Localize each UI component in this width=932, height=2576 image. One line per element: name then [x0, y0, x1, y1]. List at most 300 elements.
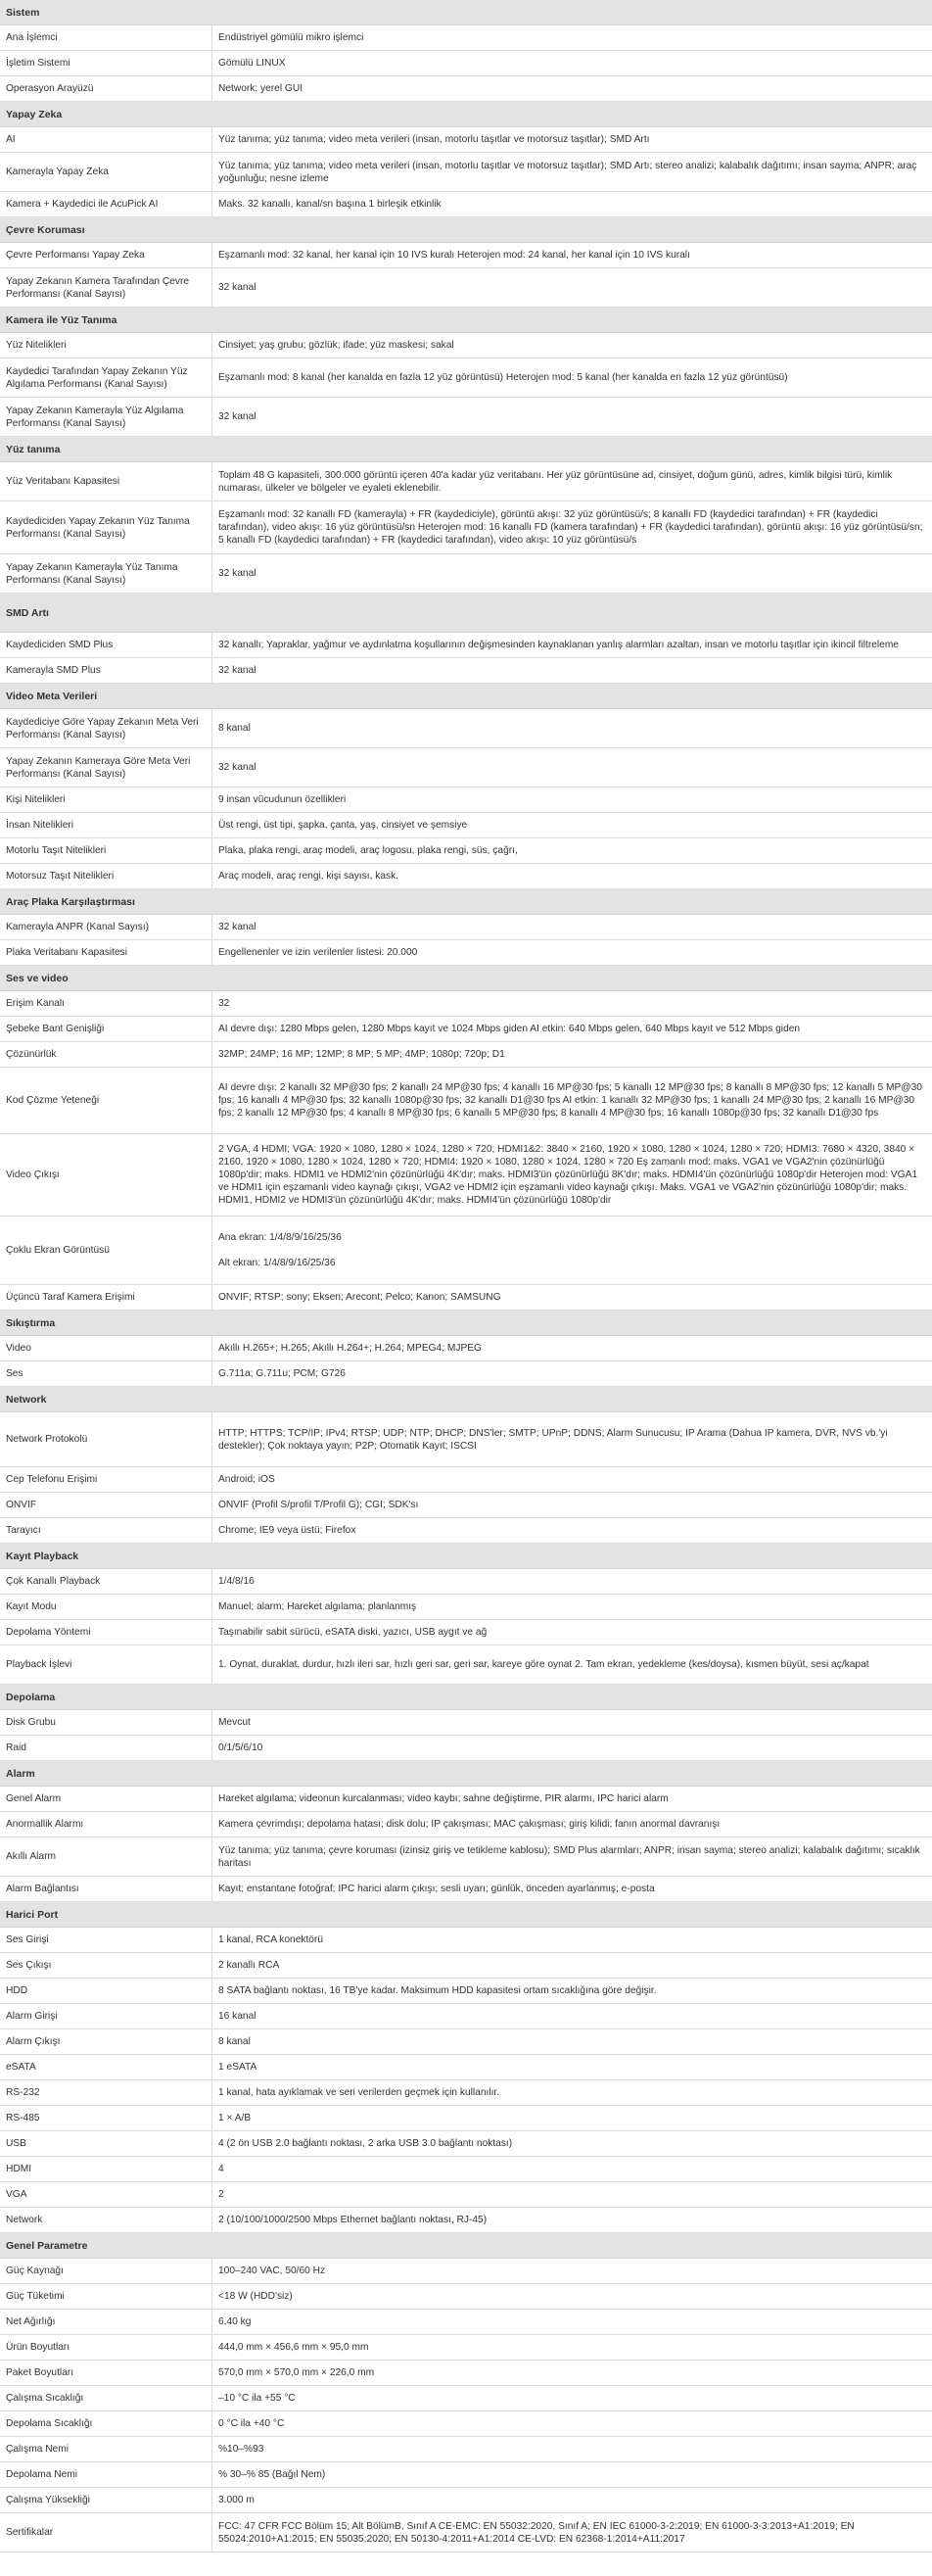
spec-value	[212, 243, 932, 267]
spec-row	[0, 1595, 932, 1620]
spec-value-text: <18 W (HDD'siz)	[218, 2291, 293, 2302]
spec-value-text: %10–%93	[218, 2444, 264, 2455]
spec-value-text: 1 kanal, RCA konektörü	[218, 1934, 324, 1945]
spec-value-text: 32 kanal	[218, 411, 256, 422]
section-header-sikistirma: Sıkıştırma	[0, 1311, 932, 1336]
spec-value-text: ONVIF (Profil S/profil T/Profil G); CGI; SDK'sı	[218, 1500, 419, 1510]
spec-label-text: Kaydediciden SMD Plus	[6, 640, 114, 650]
spec-row	[0, 1953, 932, 1979]
spec-value-text: 2 VGA, 4 HDMI; VGA: 1920 × 1080, 1280 × 1024, 1280 × 720; HDMI1&2: 3840 × 2160, 1920 × 1080, 1280 × 1024, 1280 × 720; HDMI3: 7680 × 4320, 3840 × 2160, 1920 × 1080, 1280 × 1024, 1280 × 720; HDMI4: 1920 × 1080, 1280 × 1024, 1280 × 720 Eş zamanlı mod: maks. VGA1 ve VGA2'nin çözünürlüğü 1080p'dir; maks. HDMI1 ve HDMI2'nin çözünürlüğü 4K'dır; maks. HDMI3'ün çözünürlüğü 8K'dır; maks. HDMI4'ün çözünürlüğü 1080p'dir Heterojen mod: VGA1 ve HDMI1 için eşzamanlı video kaynağı çıkışı, VGA2 ve HDMI2 için eşzamanlı video kaynağı çıkışı. Maks. VGA1 ve VGA2'nin çözünürlüğü 1080p'dir; maks. HDMI1, HDMI2 ve HDMI3'ün çözünürlüğü 4K'dır; maks. HDMI4'ün çözünürlüğü 1080p'dir	[218, 1144, 918, 1206]
spec-row	[0, 1646, 932, 1685]
spec-label-text: VGA	[6, 2189, 27, 2200]
spec-value	[212, 1736, 932, 1760]
spec-row	[0, 462, 932, 501]
spec-value-text: 570,0 mm × 570,0 mm × 226,0 mm	[218, 2367, 375, 2378]
spec-label-text: Depolama Nemi	[6, 2469, 78, 2480]
spec-label	[0, 2208, 212, 2232]
spec-value-text: Yüz tanıma; yüz tanıma; çevre koruması (izinsiz giriş ve tetikleme kablosu); SMD Plus alarmları; ANPR; insan sayma; stereo analizi; kalabalık dağıtımı; sıcaklık haritası	[218, 1844, 920, 1869]
spec-label	[0, 1134, 212, 1216]
spec-row	[0, 268, 932, 308]
spec-value	[212, 192, 932, 216]
section-header-arac-plaka-karsilastirmasi: Araç Plaka Karşılaştırması	[0, 889, 932, 915]
spec-label	[0, 1017, 212, 1041]
spec-row	[0, 1620, 932, 1646]
spec-row	[0, 2182, 932, 2208]
spec-row	[0, 2310, 932, 2335]
section-header-yuz-tanima: Yüz tanıma	[0, 437, 932, 462]
spec-label	[0, 709, 212, 747]
spec-row	[0, 991, 932, 1017]
spec-value	[212, 2386, 932, 2410]
section-header-kayit-playback: Kayıt Playback	[0, 1544, 932, 1569]
spec-label	[0, 1646, 212, 1684]
spec-row	[0, 1493, 932, 1518]
spec-label-text: Kaydediciden Yapay Zekanın Yüz Tanıma Performansı (Kanal Sayısı)	[6, 515, 190, 540]
spec-value-text: HTTP; HTTPS; TCP/IP; IPv4; RTSP; UDP; NTP; DHCP; DNS'ler; SMTP; UPnP; DDNS; Alarm Sunucusu; IP Arama (Dahua IP kamera, DVR, NVS vb.'yi destekler); Çok noktaya yayın; P2P; Otomatik Kayıt; ISCSI	[218, 1427, 888, 1452]
spec-value	[212, 2513, 932, 2552]
spec-label-text: Kamerayla Yapay Zeka	[6, 167, 109, 177]
spec-value-text: 2 kanallı RCA	[218, 1960, 280, 1971]
spec-value-text: FCC: 47 CFR FCC Bölüm 15; Alt BölümB, Sınıf A CE-EMC: EN 55032:2020, Sınıf A; EN IEC 61000-3-2:2019; EN 61000-3-3:2013+A1:2019; EN 55024:2010+A1:2015; EN 55035:2020; EN 50130-4:2011+A1:2014 CE-LVD: EN 62368-1:2014+A11:2017	[218, 2520, 855, 2545]
spec-label-text: Yapay Zekanın Kamerayla Yüz Algılama Performansı (Kanal Sayısı)	[6, 405, 184, 429]
spec-label	[0, 633, 212, 657]
spec-value	[212, 991, 932, 1016]
spec-label-text: Alarm Çıkışı	[6, 2036, 61, 2047]
spec-label	[0, 1979, 212, 2003]
spec-value	[212, 2131, 932, 2156]
spec-value	[212, 2411, 932, 2436]
spec-value-text: Engellenenler ve izin verilenler listesi: 20.000	[218, 947, 418, 958]
spec-value	[212, 864, 932, 888]
spec-label	[0, 1953, 212, 1978]
spec-value-text: 32 kanal	[218, 922, 256, 932]
spec-label	[0, 76, 212, 101]
spec-value-text: % 30–% 85 (Bağıl Nem)	[218, 2469, 326, 2480]
spec-row	[0, 127, 932, 153]
spec-row	[0, 1467, 932, 1493]
spec-value-text: 1. Oynat, duraklat, durdur, hızlı ileri sar, hızlı geri sar, geri sar, kareye göre oynat 2. Tam ekran, yedekleme (kes/doysa), kısmen büyüt, sesi aç/kapat	[218, 1659, 869, 1670]
spec-value-text: Yüz tanıma; yüz tanıma; video meta verileri (insan, motorlu taşıtlar ve motorsuz taşıtlar); SMD Artı; stereo analizi; kalabalık dağıtımı; insan sayma; ANPR; araç yoğunluğu; nesne izleme	[218, 160, 917, 184]
spec-row	[0, 1216, 932, 1285]
spec-label-text: Ses	[6, 1368, 23, 1379]
spec-label	[0, 1620, 212, 1645]
section-header-depolama: Depolama	[0, 1685, 932, 1710]
spec-label-text: Kod Çözme Yeteneği	[6, 1095, 100, 1106]
spec-label	[0, 1595, 212, 1619]
spec-label-text: Ses Çıkışı	[6, 1960, 52, 1971]
spec-label-text: Ürün Boyutları	[6, 2342, 70, 2353]
spec-row	[0, 2106, 932, 2131]
spec-label-text: Kamerayla SMD Plus	[6, 665, 101, 676]
spec-value	[212, 1787, 932, 1811]
spec-label-text: Güç Tüketimi	[6, 2291, 65, 2302]
spec-label	[0, 2488, 212, 2512]
spec-row	[0, 915, 932, 940]
spec-label	[0, 51, 212, 75]
spec-label	[0, 398, 212, 436]
spec-value	[212, 2310, 932, 2334]
spec-label	[0, 1042, 212, 1067]
spec-value	[212, 554, 932, 593]
spec-label	[0, 1336, 212, 1360]
spec-row	[0, 1412, 932, 1467]
spec-row	[0, 1837, 932, 1877]
spec-label	[0, 2513, 212, 2552]
spec-value	[212, 658, 932, 683]
spec-label	[0, 333, 212, 358]
spec-value-text: Araç modeli, araç rengi, kişi sayısı, kask.	[218, 871, 399, 882]
spec-row	[0, 1285, 932, 1311]
spec-value-text: Manuel; alarm; Hareket algılama; planlanmış	[218, 1601, 417, 1612]
spec-value	[212, 2029, 932, 2054]
spec-label	[0, 1467, 212, 1492]
spec-value	[212, 333, 932, 358]
spec-value	[212, 2259, 932, 2283]
section-header-kamera-ile-yuz-tanima: Kamera ile Yüz Tanıma	[0, 308, 932, 333]
spec-row	[0, 333, 932, 358]
spec-value-text: Cinsiyet; yaş grubu; gözlük; ifade; yüz maskesi; sakal	[218, 340, 454, 351]
spec-label-text: RS-232	[6, 2087, 40, 2098]
spec-label-text: Cep Telefonu Erişimi	[6, 1474, 98, 1485]
spec-row	[0, 2080, 932, 2106]
spec-label	[0, 1736, 212, 1760]
spec-value-text: Yüz tanıma; yüz tanıma; video meta verileri (insan, motorlu taşıtlar ve motorsuz taşıtlar); SMD Artı	[218, 134, 650, 145]
spec-label	[0, 2361, 212, 2385]
spec-value	[212, 358, 932, 397]
spec-label	[0, 153, 212, 191]
spec-label-text: Yüz Nitelikleri	[6, 340, 67, 351]
spec-row	[0, 2004, 932, 2029]
spec-label-text: Alarm Girişi	[6, 2011, 58, 2022]
spec-label-text: Video	[6, 1343, 31, 1354]
spec-label	[0, 501, 212, 553]
spec-value-text: Eşzamanlı mod: 32 kanal, her kanal için 10 IVS kuralı Heterojen mod: 24 kanal, her kanal için 10 IVS kuralı	[218, 250, 690, 261]
spec-value-text: Kamera çevrimdışı; depolama hatası; disk dolu; IP çakışması; MAC çakışması; giriş kilidi; fanın anormal davranışı	[218, 1819, 721, 1830]
spec-label	[0, 2259, 212, 2283]
spec-row	[0, 2131, 932, 2157]
spec-label-text: Plaka Veritabanı Kapasitesi	[6, 947, 128, 958]
spec-value	[212, 2106, 932, 2130]
spec-value-text: 6,40 kg	[218, 2316, 252, 2327]
spec-value-text: 444,0 mm × 456,6 mm × 95,0 mm	[218, 2342, 369, 2353]
spec-label-text: Motorlu Taşıt Nitelikleri	[6, 845, 107, 856]
spec-label-text: Disk Grubu	[6, 1717, 56, 1728]
spec-row	[0, 838, 932, 864]
spec-label-text: Sertifikalar	[6, 2527, 54, 2538]
spec-value-text: Eşzamanlı mod: 32 kanallı FD (kamerayla) + FR (kaydediciyle), görüntü akışı: 32 yüz görüntüsü/s; 8 kanallı FD (kaydedici tarafından) + FR (kaydedici tarafından), video akışı: 16 yüz görüntüsü/sn Heterojen mod: 16 kanallı FD (kamera tarafından) + FR (kaydedici tarafından), görüntü akışı: 16 yüz görüntüsü/sn; 5 kanallı FD (kaydedici tarafından) + FR (kaydedici tarafından), video akışı: 10 yüz görüntüsü/s	[218, 509, 923, 546]
spec-label-text: Yüz Veritabanı Kapasitesi	[6, 476, 120, 487]
spec-label	[0, 2284, 212, 2309]
spec-label-text: Çözünürlük	[6, 1049, 57, 1060]
spec-value-line: Alt ekran: 1/4/8/9/16/25/36	[218, 1258, 336, 1268]
spec-row	[0, 1518, 932, 1544]
spec-value-text: 2 (10/100/1000/2500 Mbps Ethernet bağlantı noktası, RJ-45)	[218, 2215, 488, 2225]
section-header-cevre-korumasi: Çevre Koruması	[0, 217, 932, 243]
spec-label-text: Tarayıcı	[6, 1525, 41, 1536]
spec-value	[212, 1216, 932, 1284]
spec-row	[0, 554, 932, 594]
spec-label	[0, 658, 212, 683]
spec-value-text: 32 kanal	[218, 568, 256, 579]
spec-label	[0, 1361, 212, 1386]
spec-label-text: Çalışma Sıcaklığı	[6, 2393, 84, 2404]
spec-value-text: Toplam 48 G kapasiteli, 300.000 görüntü içeren 40'a kadar yüz veritabanı. Her yüz görüntüsüne ad, cinsiyet, doğum günü, adres, kimlik bilgisi türü, kimlik numarası, ülkeler ve bölgeler ve eyaleti eklenebilir.	[218, 469, 893, 494]
spec-value	[212, 1620, 932, 1645]
spec-value-text: ONVIF; RTSP; sony; Eksen; Arecont; Pelco; Kanon; SAMSUNG	[218, 1292, 501, 1303]
spec-label	[0, 1068, 212, 1133]
spec-label	[0, 1812, 212, 1837]
spec-label-text: Motorsuz Taşıt Nitelikleri	[6, 871, 115, 882]
spec-label-text: Çok Kanallı Playback	[6, 1576, 101, 1587]
spec-value-text: Eşzamanlı mod: 8 kanal (her kanalda en fazla 12 yüz görüntüsü) Heterojen mod: 5 kanal (her kanalda en fazla 12 yüz görüntüsü)	[218, 372, 788, 383]
spec-label	[0, 991, 212, 1016]
section-header-genel-parametre: Genel Parametre	[0, 2233, 932, 2259]
spec-label-text: HDD	[6, 1985, 28, 1996]
spec-value	[212, 51, 932, 75]
spec-label	[0, 915, 212, 939]
spec-label	[0, 2029, 212, 2054]
spec-label-text: Yapay Zekanın Kamera Tarafından Çevre Performansı (Kanal Sayısı)	[6, 275, 190, 300]
spec-value	[212, 2284, 932, 2309]
spec-label	[0, 2310, 212, 2334]
spec-value-text: 32 kanallı; Yapraklar, yağmur ve aydınlatma koşullarının değişmesinden kaynaklanan yanlış alarmları azaltan, insan ve motorlu taşıtlar için ikincil filtreleme	[218, 640, 899, 650]
spec-label	[0, 1493, 212, 1517]
spec-label-text: Yapay Zekanın Kameraya Göre Meta Veri Performansı (Kanal Sayısı)	[6, 755, 191, 780]
spec-value-text: 2	[218, 2189, 224, 2200]
spec-value	[212, 813, 932, 837]
spec-value-text: Hareket algılama; videonun kurcalanması; video kaybı; sahne değiştirme, PIR alarmı, IPC harici alarm	[218, 1793, 669, 1804]
spec-value-text: 32	[218, 998, 230, 1009]
spec-label	[0, 838, 212, 863]
spec-label-text: Erişim Kanalı	[6, 998, 66, 1009]
spec-label	[0, 2411, 212, 2436]
spec-value-text: 8 kanal	[218, 723, 251, 734]
spec-label	[0, 2462, 212, 2487]
spec-value	[212, 2488, 932, 2512]
spec-row	[0, 192, 932, 217]
spec-label-text: Ses Girişi	[6, 1934, 49, 1945]
spec-value	[212, 1979, 932, 2003]
spec-row	[0, 2411, 932, 2437]
spec-value	[212, 25, 932, 50]
spec-row	[0, 2029, 932, 2055]
spec-value-text: 0 °C ila +40 °C	[218, 2418, 285, 2429]
spec-label	[0, 864, 212, 888]
spec-value-text: 32MP; 24MP; 16 MP; 12MP; 8 MP; 5 MP; 4MP; 1080p; 720p; D1	[218, 1049, 505, 1060]
spec-value	[212, 1042, 932, 1067]
spec-value-text: Plaka, plaka rengi, araç modeli, araç logosu, plaka rengi, süs, çağrı,	[218, 845, 518, 856]
spec-row	[0, 1068, 932, 1134]
section-header-ses-ve-video: Ses ve video	[0, 966, 932, 991]
spec-row	[0, 2157, 932, 2182]
spec-label	[0, 1285, 212, 1310]
spec-value	[212, 1412, 932, 1466]
spec-label-text: İnsan Nitelikleri	[6, 820, 74, 831]
spec-value-text: Akıllı H.265+; H.265; Akıllı H.264+; H.264; MPEG4; MJPEG	[218, 1343, 482, 1354]
spec-value-text: 4	[218, 2164, 224, 2174]
spec-value	[212, 1812, 932, 1837]
spec-row	[0, 2437, 932, 2462]
spec-label-text: Yapay Zekanın Kamerayla Yüz Tanıma Performansı (Kanal Sayısı)	[6, 561, 178, 586]
spec-row	[0, 2361, 932, 2386]
spec-value	[212, 2080, 932, 2105]
spec-label	[0, 1877, 212, 1901]
spec-label-text: RS-485	[6, 2113, 40, 2123]
spec-value	[212, 633, 932, 657]
spec-label	[0, 1412, 212, 1466]
spec-value	[212, 1569, 932, 1594]
spec-label	[0, 1216, 212, 1284]
spec-value	[212, 2437, 932, 2461]
spec-value-text: 16 kanal	[218, 2011, 256, 2022]
spec-row	[0, 1787, 932, 1812]
spec-value	[212, 787, 932, 812]
spec-label-text: Kaydedici Tarafından Yapay Zekanın Yüz Algılama Performansı (Kanal Sayısı)	[6, 365, 188, 390]
spec-value	[212, 127, 932, 152]
spec-value	[212, 838, 932, 863]
spec-value	[212, 1361, 932, 1386]
spec-label-text: AI	[6, 134, 16, 145]
spec-label-text: Üçüncü Taraf Kamera Erişimi	[6, 1292, 135, 1303]
spec-value	[212, 1017, 932, 1041]
spec-label-text: Güç Kaynağı	[6, 2266, 64, 2276]
spec-label-text: Kişi Nitelikleri	[6, 794, 66, 805]
spec-value-text: AI devre dışı: 2 kanallı 32 MP@30 fps; 2 kanallı 24 MP@30 fps; 4 kanallı 16 MP@30 fps; 5 kanallı 12 MP@30 fps; 8 kanallı 8 MP@30 fps; 12 kanallı 5 MP@30 fps; 16 kanallı 4 MP@30 fps; 32 kanallı 1080p@30 fps; 32 kanallı D1@30 fps AI etkin: 1 kanallı 32 MP@30 fps; 1 kanallı 24 MP@30 fps; 2 kanallı 16 MP@30 fps; 2 kanallı 12 MP@30 fps; 4 kanallı 8 MP@30 fps; 6 kanallı 5 MP@30 fps; 8 kanallı 4 MP@30 fps; 16 kanallı 1080p@30 fps; 32 kanallı D1@30 fps	[218, 1082, 922, 1119]
spec-value	[212, 1928, 932, 1952]
spec-value	[212, 1068, 932, 1133]
spec-row	[0, 1736, 932, 1761]
spec-row	[0, 1569, 932, 1595]
spec-label	[0, 813, 212, 837]
spec-label	[0, 192, 212, 216]
spec-value	[212, 2182, 932, 2207]
section-header-smd-arti: SMD Artı	[0, 594, 932, 633]
spec-label-text: Video Çıkışı	[6, 1169, 60, 1180]
spec-value	[212, 1595, 932, 1619]
spec-value	[212, 1646, 932, 1684]
spec-value-text: Android; iOS	[218, 1474, 275, 1485]
spec-label-text: Çalışma Nemi	[6, 2444, 69, 2455]
spec-value-text: 1 eSATA	[218, 2062, 257, 2073]
spec-label-text: Depolama Yöntemi	[6, 1627, 91, 1638]
spec-value	[212, 1493, 932, 1517]
spec-row	[0, 658, 932, 684]
spec-value-text: 32 kanal	[218, 762, 256, 773]
spec-row	[0, 153, 932, 192]
spec-label	[0, 243, 212, 267]
spec-row	[0, 864, 932, 889]
spec-row	[0, 2259, 932, 2284]
spec-row	[0, 358, 932, 398]
spec-row	[0, 2513, 932, 2552]
spec-row	[0, 748, 932, 787]
spec-value-text: AI devre dışı: 1280 Mbps gelen, 1280 Mbps kayıt ve 1024 Mbps giden AI etkin: 640 Mbps gelen, 640 Mbps kayıt ve 512 Mbps giden	[218, 1024, 801, 1034]
spec-value	[212, 1837, 932, 1876]
spec-label-text: Network	[6, 2215, 43, 2225]
spec-value-text: 4 (2 ön USB 2.0 bağlantı noktası, 2 arka USB 3.0 bağlantı noktası)	[218, 2138, 513, 2149]
spec-label-text: Paket Boyutları	[6, 2367, 74, 2378]
spec-value	[212, 1467, 932, 1492]
spec-value	[212, 748, 932, 787]
spec-row	[0, 501, 932, 554]
spec-label	[0, 2080, 212, 2105]
spec-row	[0, 787, 932, 813]
spec-label-text: HDMI	[6, 2164, 32, 2174]
spec-value	[212, 2157, 932, 2181]
spec-label-text: Şebeke Bant Genişliği	[6, 1024, 105, 1034]
spec-label-text: Operasyon Arayüzü	[6, 83, 94, 94]
spec-value-text: 9 insan vücudunun özellikleri	[218, 794, 347, 805]
spec-row	[0, 2335, 932, 2361]
spec-value-line: Ana ekran: 1/4/8/9/16/25/36	[218, 1232, 342, 1243]
spec-label-text: Çoklu Ekran Görüntüsü	[6, 1245, 110, 1256]
spec-value-text: 1/4/8/16	[218, 1576, 255, 1587]
spec-row	[0, 1042, 932, 1068]
spec-label-text: Anormallik Alarmı	[6, 1819, 84, 1830]
spec-value-text: Üst rengi, üst tipi, şapka, çanta, yaş, cinsiyet ve şemsiye	[218, 820, 468, 831]
spec-label-text: Çevre Performansı Yapay Zeka	[6, 250, 145, 261]
spec-label	[0, 2157, 212, 2181]
spec-value-text: 1 kanal, hata ayıklamak ve seri verilerden geçmek için kullanılır.	[218, 2087, 500, 2098]
spec-value-text: Endüstriyel gömülü mikro işlemci	[218, 32, 364, 43]
spec-row	[0, 1979, 932, 2004]
spec-value-text: 0/1/5/6/10	[218, 1742, 263, 1753]
spec-value	[212, 2055, 932, 2079]
spec-value-text: Chrome; IE9 veya üstü; Firefox	[218, 1525, 356, 1536]
spec-value	[212, 1134, 932, 1216]
section-header-video-meta-verileri: Video Meta Verileri	[0, 684, 932, 709]
spec-label	[0, 25, 212, 50]
spec-value-text: 3.000 m	[218, 2495, 255, 2505]
spec-value-text: 1 × A/B	[218, 2113, 252, 2123]
spec-row	[0, 1877, 932, 1902]
spec-label	[0, 2335, 212, 2360]
spec-row	[0, 1336, 932, 1361]
spec-label	[0, 2386, 212, 2410]
spec-label-text: Network Protokolü	[6, 1434, 88, 1445]
section-header-sistem: Sistem	[0, 0, 932, 25]
spec-label-text: Kaydediciye Göre Yapay Zekanın Meta Veri Performansı (Kanal Sayısı)	[6, 716, 199, 740]
spec-label	[0, 2004, 212, 2028]
spec-value-text: G.711a; G.711u; PCM; G726	[218, 1368, 346, 1379]
spec-value	[212, 1285, 932, 1310]
spec-value	[212, 1518, 932, 1543]
spec-value	[212, 76, 932, 101]
spec-row	[0, 940, 932, 966]
spec-row	[0, 1710, 932, 1736]
spec-label	[0, 2055, 212, 2079]
spec-row	[0, 2386, 932, 2411]
spec-row	[0, 1928, 932, 1953]
spec-label-text: Alarm Bağlantısı	[6, 1884, 79, 1894]
spec-value	[212, 462, 932, 501]
spec-row	[0, 2462, 932, 2488]
spec-value-text: Gömülü LINUX	[218, 58, 286, 69]
spec-label	[0, 268, 212, 307]
spec-label	[0, 1928, 212, 1952]
spec-label	[0, 462, 212, 501]
spec-row	[0, 633, 932, 658]
spec-label	[0, 1569, 212, 1594]
spec-label-text: Kamerayla ANPR (Kanal Sayısı)	[6, 922, 150, 932]
spec-row	[0, 2208, 932, 2233]
spec-row	[0, 1134, 932, 1216]
spec-row	[0, 2055, 932, 2080]
section-header-network: Network	[0, 1387, 932, 1412]
spec-label	[0, 1710, 212, 1735]
spec-value	[212, 1336, 932, 1360]
spec-row	[0, 1812, 932, 1837]
